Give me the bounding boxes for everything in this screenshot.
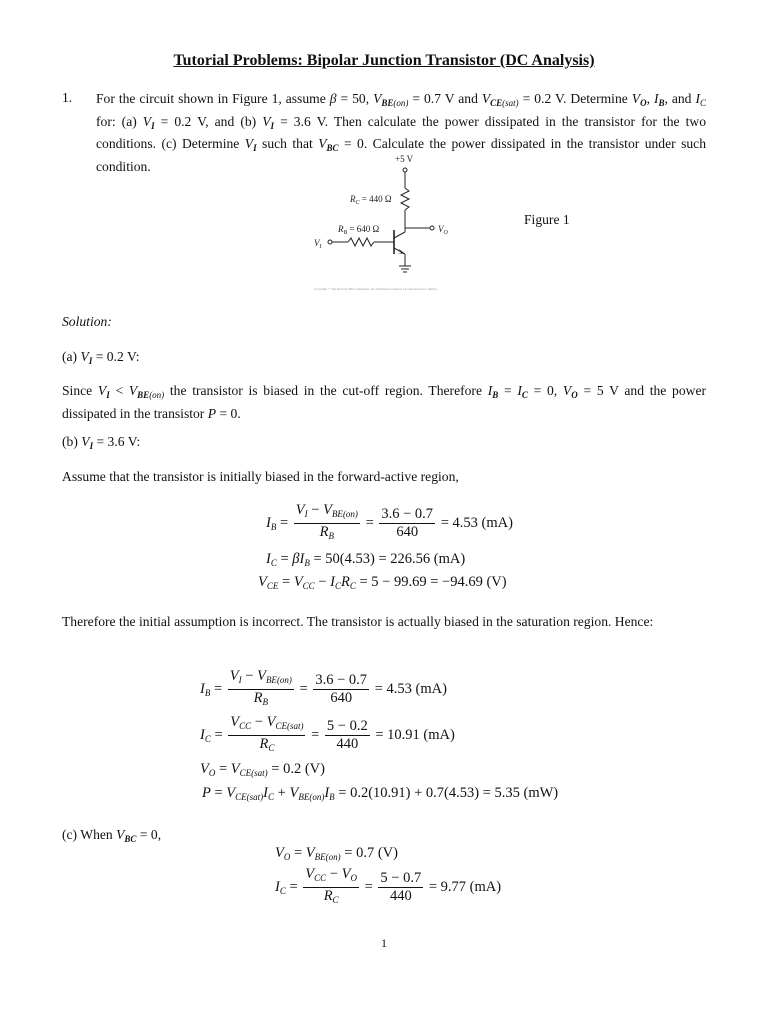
equation-vo-2: $V_O = V_{BE(on)} = 0.7$ (V)	[275, 845, 398, 862]
part-b-conclusion: Therefore the initial assumption is incorrect. The transistor is actually biased in the saturation region. Hence:	[62, 614, 654, 629]
rb-resistor	[348, 238, 374, 246]
equation-vce-1: $V_{CE} = V_{CC} - I_CR_C = 5 - 99.69 = -94.69$ (V)	[258, 574, 507, 591]
rc-label: $R_C = 440$ Ω	[350, 194, 392, 206]
solution-heading: Solution:	[62, 314, 112, 329]
part-a-heading: (a) $V_I = 0.2$ V:	[62, 349, 140, 366]
figure-copyright: Copyright © The McGraw-Hill Companies, Inc. Permission required for reproduction or display.	[314, 287, 438, 291]
equation-ib-1: $I_B$ = $\frac{V_I - V_{BE(on)}}{R_B}$ = $\frac{3.6 - 0.7}{640}$ = 4.53 (mA)	[266, 502, 513, 541]
problem-number: 1.	[62, 90, 73, 105]
rb-label: $R_B = 640$ Ω	[338, 224, 380, 236]
part-a-text: Since $V_I < V_{BE(on)}$ the transistor is biased in the cut-off region. Therefore $I_B = I_C = 0$, $V_O = 5$ V and the power dissipated in the transistor P = 0.	[62, 383, 707, 421]
equation-ic-2: $I_C$ = $\frac{V_{CC} - V_{CE(sat)}}{R_C}$ = $\frac{5 - 0.2}{440}$ = 10.91 (mA)	[200, 714, 455, 753]
page-title: Tutorial Problems: Bipolar Junction Transistor (DC Analysis)	[173, 52, 595, 69]
equation-ic-1: $I_C = \beta I_B = 50(4.53) = 226.56$ (mA)	[266, 551, 466, 568]
equation-ib-2: $I_B$ = $\frac{V_I - V_{BE(on)}}{R_B}$ = $\frac{3.6 - 0.7}{640}$ = 4.53 (mA)	[200, 668, 447, 707]
problem-statement: For the circuit shown in Figure 1, assume β = 50, $V_{BE(on)} = 0.7$ V and $V_{CE(sat)} = 0.2$ V. Determine $V_O$, $I_B$, and $I_C$ for: (a) $V_I = 0.2$ V, and (b) $V_I = 3.6$ V. Then calculate the power dissipated in the transistor for the two conditions. (c) Determine $V_I$ such that $V_{BC} = 0$. Calculate the power dissipated in the transistor under such condition.	[96, 91, 706, 174]
vi-label: $V_I$	[314, 238, 322, 250]
vcc-label: +5 V	[395, 154, 414, 164]
vo-label: $V_O$	[438, 224, 448, 236]
figure-1-circuit	[310, 152, 470, 300]
part-b-heading: (b) $V_I = 3.6$ V:	[62, 434, 141, 451]
part-b-assumption: Assume that the transistor is initially biased in the forward-active region,	[62, 469, 459, 484]
figure-label: Figure 1	[524, 212, 570, 227]
equation-power: $P = V_{CE(sat)}I_C + V_{BE(on)}I_B = 0.2(10.91) + 0.7(4.53) = 5.35$ (mW)	[202, 785, 559, 802]
equation-vo-1: $V_O = V_{CE(sat)} = 0.2$ (V)	[200, 761, 325, 778]
rc-resistor	[401, 188, 409, 210]
page-number: 1	[381, 936, 387, 950]
equation-ic-3: $I_C$ = $\frac{V_{CC} - V_O}{R_C}$ = $\frac{5 - 0.7}{440}$ = 9.77 (mA)	[275, 866, 502, 905]
part-c-heading: (c) When $V_{BC} = 0$,	[62, 827, 162, 844]
